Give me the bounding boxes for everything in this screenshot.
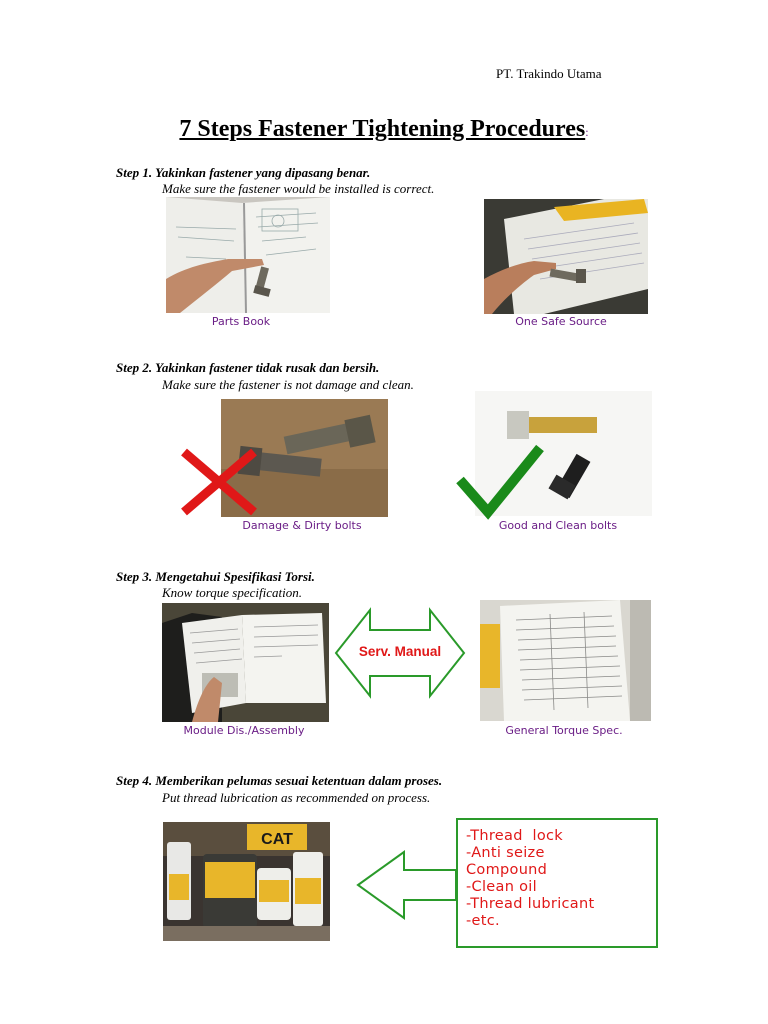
lubricant-item: -Thread lubricant <box>466 896 595 912</box>
step-2-subheading: Make sure the fastener is not damage and clean. <box>162 377 414 392</box>
title-colon: : <box>585 125 589 139</box>
caption-good-clean-bolts: Good and Clean bolts <box>498 519 618 532</box>
lubricant-item: -Clean oil <box>466 879 537 895</box>
page-title <box>0 116 768 143</box>
company-name: PT. Trakindo Utama <box>496 66 602 81</box>
lubricant-item: -Anti seize <box>466 845 545 861</box>
red-cross-icon <box>178 446 260 518</box>
step-3-heading: Step 3. Mengetahui Spesifikasi Torsi. <box>116 569 315 584</box>
step-3-subheading: Know torque specification. <box>162 585 302 600</box>
step-4-heading: Step 4. Memberikan pelumas sesuai ketentuan dalam proses. <box>116 773 443 788</box>
lubricants-box <box>456 818 658 948</box>
lubricants-photo <box>163 822 330 941</box>
module-manual-photo <box>162 603 329 722</box>
lubricant-item: -Thread lock <box>466 828 563 844</box>
cat-logo-text: CAT <box>261 831 293 848</box>
torque-spec-photo <box>480 600 651 721</box>
lubricant-item: -etc. <box>466 913 500 929</box>
parts-book-photo <box>166 197 330 313</box>
left-arrow-icon <box>356 850 458 920</box>
caption-module-dis-assembly: Module Dis./Assembly <box>183 724 305 737</box>
caption-one-safe-source: One Safe Source <box>515 315 607 328</box>
title-text: 7 Steps Fastener Tightening Procedures <box>179 116 586 142</box>
caption-parts-book: Parts Book <box>211 315 271 328</box>
green-check-icon <box>452 442 548 522</box>
step-1-subheading: Make sure the fastener would be installed is correct. <box>162 181 435 196</box>
one-safe-source-photo <box>484 199 648 314</box>
step-4-subheading: Put thread lubrication as recommended on process. <box>162 790 431 805</box>
step-1-heading: Step 1. Yakinkan fastener yang dipasang benar. <box>116 165 371 180</box>
step-2-heading: Step 2. Yakinkan fastener tidak rusak dan bersih. <box>116 360 380 375</box>
serv-manual-label: Serv. Manual <box>358 644 442 659</box>
caption-general-torque-spec: General Torque Spec. <box>505 724 623 737</box>
caption-damage-dirty-bolts: Damage & Dirty bolts <box>242 519 362 532</box>
lubricant-item: Compound <box>466 862 548 878</box>
